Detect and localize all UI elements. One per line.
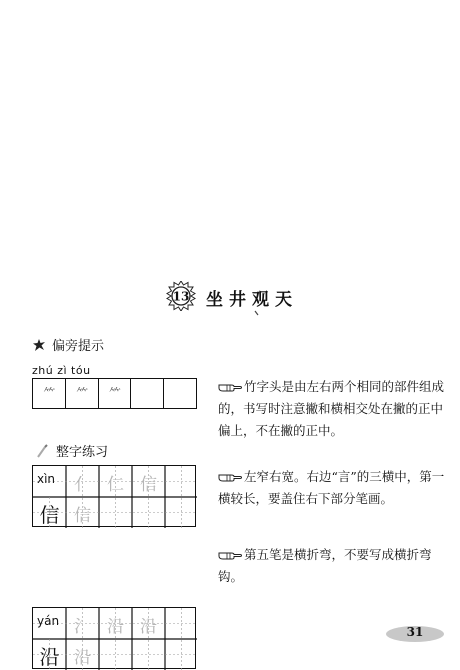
pointing-hand-icon <box>218 471 242 482</box>
trace-character: 信 <box>74 506 91 526</box>
stroke-step: 信 <box>140 475 157 495</box>
section-radical-hint <box>32 335 104 354</box>
practice-box <box>66 379 99 408</box>
pointing-hand-icon <box>218 381 242 392</box>
title-mark <box>254 310 260 316</box>
note-text: 竹字头是由左右两个相同的部件组成的，书写时注意撇和横相交处在撇的正中偏上，不在撇的正中。 <box>218 379 445 438</box>
writing-grid-yan <box>32 607 196 669</box>
trace-character: 沿 <box>74 648 91 668</box>
stroke-step: 沿 <box>140 617 157 637</box>
section-radical-heading: 偏旁提示 <box>52 339 105 354</box>
leaf-icon <box>32 338 46 352</box>
note-xin <box>218 466 446 510</box>
grid-character: 沿 <box>39 645 60 669</box>
practice-box <box>164 379 196 408</box>
page-number: 31 <box>406 625 424 639</box>
writing-grid-xin <box>32 465 196 527</box>
stroke-step: 仁 <box>107 475 124 495</box>
practice-box <box>33 379 66 408</box>
pointing-hand-icon <box>218 549 242 560</box>
note-yan <box>218 544 446 588</box>
section-whole-heading: 整字练习 <box>56 445 109 460</box>
stroke-step: 氵 <box>74 617 91 637</box>
note-text: 第五笔是横折弯，不要写成横折弯钩。 <box>218 547 432 584</box>
grid-pinyin: yán <box>37 614 60 628</box>
lesson-number-badge <box>166 281 196 311</box>
radical-trace: ⺮ <box>76 386 88 400</box>
stroke-step: 亻 <box>74 475 91 495</box>
note-text: 左窄右宽。右边“言”的三横中，第一横较长，要盖住右下部分笔画。 <box>218 469 445 506</box>
radical-trace: ⺮ <box>108 386 120 400</box>
radical-practice-boxes <box>32 378 197 409</box>
practice-box <box>131 379 164 408</box>
section-whole-character <box>36 441 108 460</box>
brush-icon <box>36 444 50 458</box>
practice-box <box>99 379 132 408</box>
lesson-number: 13 <box>172 289 190 304</box>
grid-character: 信 <box>39 503 60 527</box>
note-radical <box>218 376 448 442</box>
radical-pinyin: zhú zì tóu <box>32 364 91 377</box>
lesson-title: 坐井观天 <box>206 290 298 310</box>
radical-trace: ⺮ <box>43 386 55 400</box>
stroke-step: 沿 <box>107 617 124 637</box>
grid-pinyin: xìn <box>37 472 56 486</box>
